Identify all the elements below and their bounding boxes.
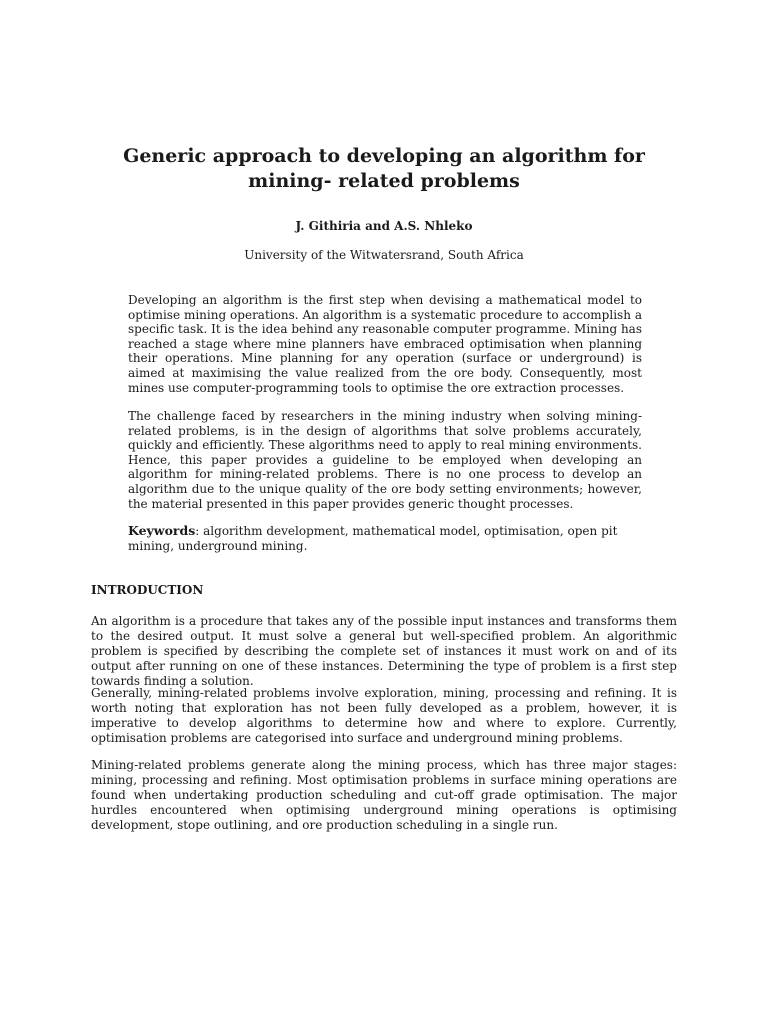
paper-title-line-2: mining- related problems — [248, 170, 520, 192]
body-paragraph-1: An algorithm is a procedure that takes any of the possible input instances and transforms them to the desired output. It must solve a general but well-specified problem. An algorithmic problem is specified by describing the complete set of instances it must work on and of its output after running on one of these instances. Determining the type of problem is a first step towards finding a solution. — [91, 614, 677, 688]
affiliation: University of the Witwatersrand, South Africa — [244, 248, 524, 262]
keywords — [128, 523, 642, 554]
authors: J. Githiria and A.S. Nhleko — [295, 219, 473, 233]
body-paragraph-3: Mining-related problems generate along the mining process, which has three major stages: mining, processing and refining. Most optimisation problems in surface mining operations are found when undertaking production scheduling and cut-off grade optimisation. The major hurdles encountered when optimising underground mining operations is optimising development, stope outlining, and ore production scheduling in a single run. — [91, 758, 677, 832]
paper-title-line-1: Generic approach to developing an algorithm for — [123, 145, 645, 167]
section-heading-introduction: INTRODUCTION — [91, 583, 204, 597]
body-paragraph-2: Generally, mining-related problems involve exploration, mining, processing and refining. It is worth noting that exploration has not been fully developed as a problem, however, it is imperative to develop algorithms to determine how and where to explore. Currently, optimisation problems are categorised into surface and underground mining problems. — [91, 686, 677, 745]
keywords-label: Keywords — [128, 523, 196, 538]
abstract-paragraph-1: Developing an algorithm is the first step when devising a mathematical model to optimise mining operations. An algorithm is a systematic procedure to accomplish a specific task. It is the idea behind any reasonable computer programme. Mining has reached a stage where mine planners have embraced optimisation when planning their operations. Mine planning for any operation (surface or underground) is aimed at maximising the value realized from the ore body. Consequently, most mines use computer-programming tools to optimise the ore extraction processes. — [128, 293, 642, 395]
paper-title — [60, 144, 708, 194]
abstract-paragraph-2: The challenge faced by researchers in the mining industry when solving mining-related problems, is in the design of algorithms that solve problems accurately, quickly and efficiently. These algorithms need to apply to real mining environments. Hence, this paper provides a guideline to be employed when developing an algorithm for mining-related problems. There is no one process to develop an algorithm due to the unique quality of the ore body setting environments; however, the material presented in this paper provides generic thought processes. — [128, 409, 642, 511]
keywords-text: : algorithm development, mathematical model, optimisation, open pit mining, underground mining. — [128, 524, 618, 553]
